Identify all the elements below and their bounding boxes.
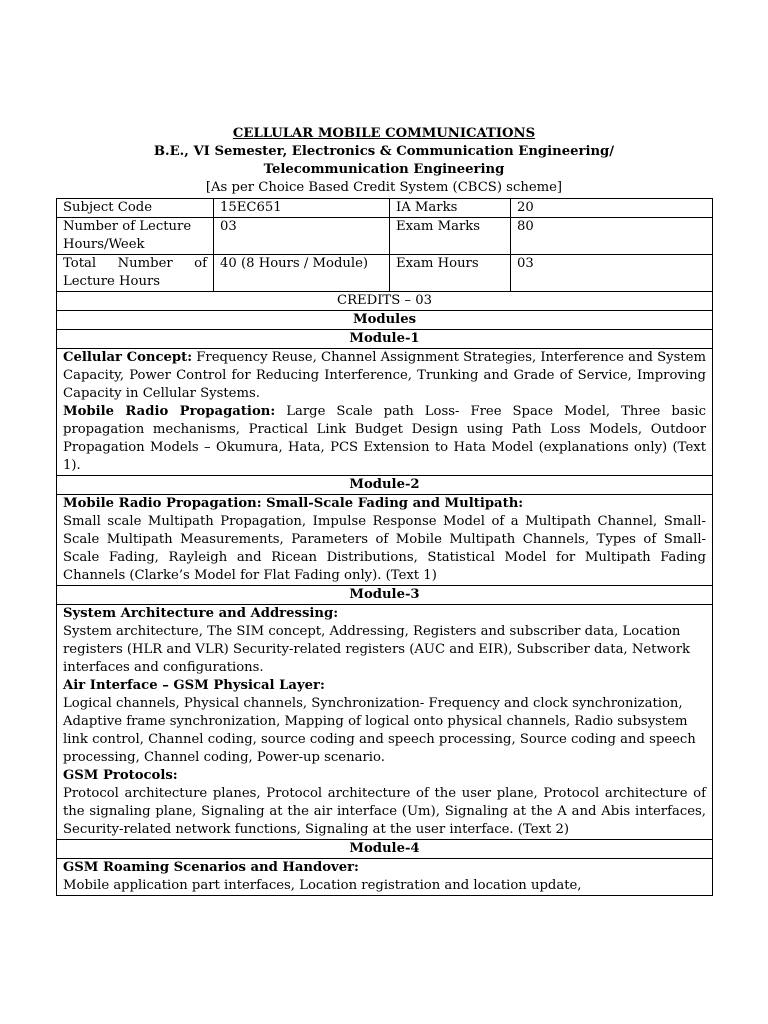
system-architecture-text: System architecture, The SIM concept, Addressing, Registers and subscriber data, Location registers (HLR and VLR) Security-related registers (AUC and EIR), Subscriber data, Network interfaces and configurations. <box>63 624 690 675</box>
module-2-content-row <box>57 495 713 586</box>
syllabus-table <box>56 198 713 896</box>
module-3-content <box>57 605 713 840</box>
program-line-2: Telecommunication Engineering <box>263 162 505 177</box>
module-3-content-row <box>57 605 713 840</box>
module-1-heading: Module-1 <box>57 330 713 349</box>
modules-heading-row <box>57 311 713 330</box>
credits: CREDITS – 03 <box>57 292 713 311</box>
lecture-hours-week-label: Number of Lecture Hours/Week <box>57 218 214 255</box>
program-line-1: B.E., VI Semester, Electronics & Communication Engineering/ <box>153 144 615 159</box>
gsm-roaming-text: Mobile application part interfaces, Location registration and location update, <box>63 878 582 893</box>
total-lecture-hours-value: 40 (8 Hours / Module) <box>214 255 390 292</box>
document-header <box>56 125 712 197</box>
gsm-protocols-title: GSM Protocols: <box>63 768 178 783</box>
small-scale-fading-text: Small scale Multipath Propagation, Impulse Response Model of a Multipath Channel, Small-Scale Multipath Measurements, Parameters of Mobile Multipath Channels, Types of Small-Scale Fading, Rayleigh and Ricean Distributions, Statistical Model for Multipath Fading Channels (Clarke’s Model for Flat Fading only). (Text 1) <box>63 514 706 583</box>
ia-marks-value: 20 <box>511 199 713 218</box>
radio-propagation-text: Large Scale path Loss- Free Space Model, Three basic propagation mechanisms, Practical Link Budget Design using Path Loss Models, Outdoor Propagation Models – Okumura, Hata, PCS Extension to Hata Model (explanations only) (Text 1). <box>63 404 706 473</box>
credits-row <box>57 292 713 311</box>
radio-propagation-title: Mobile Radio Propagation: <box>63 404 276 419</box>
module-4-content-row <box>57 859 713 896</box>
exam-hours-value: 03 <box>511 255 713 292</box>
system-architecture-title: System Architecture and Addressing: <box>63 606 339 621</box>
subject-code-label: Subject Code <box>57 199 214 218</box>
module-1-content-row <box>57 349 713 476</box>
module-2-heading-row <box>57 476 713 495</box>
gsm-protocols-text: Protocol architecture planes, Protocol architecture of the user plane, Protocol architecture of the signaling plane, Signaling at the air interface (Um), Signaling at the A and Abis interfaces, Security-related network functions, Signaling at the user interface. (Text 2) <box>63 786 706 837</box>
course-title: CELLULAR MOBILE COMMUNICATIONS <box>232 126 536 141</box>
exam-hours-label: Exam Hours <box>390 255 511 292</box>
small-scale-fading-title: Mobile Radio Propagation: Small-Scale Fading and Multipath: <box>63 496 524 511</box>
module-4-content <box>57 859 713 896</box>
ia-marks-label: IA Marks <box>390 199 511 218</box>
lecture-hours-week-value: 03 <box>214 218 390 255</box>
total-lecture-hours-label: Total Number of Lecture Hours <box>57 255 214 292</box>
air-interface-title: Air Interface – GSM Physical Layer: <box>63 678 325 693</box>
module-1-heading-row <box>57 330 713 349</box>
module-3-heading: Module-3 <box>57 586 713 605</box>
module-2-content <box>57 495 713 586</box>
info-row-lecture-hours <box>57 218 713 255</box>
air-interface-text: Logical channels, Physical channels, Synchronization- Frequency and clock synchronization, Adaptive frame synchronization, Mapping of logical onto physical channels, Radio subsystem link control, Channel coding, source coding and speech processing, Source coding and speech processing, Channel coding, Power-up scenario. <box>63 696 696 765</box>
subject-code-value: 15EC651 <box>214 199 390 218</box>
module-2-heading: Module-2 <box>57 476 713 495</box>
info-row-subject-code <box>57 199 713 218</box>
cellular-concept-text: Frequency Reuse, Channel Assignment Strategies, Interference and System Capacity, Power Control for Reducing Interference, Trunking and Grade of Service, Improving Capacity in Cellular Systems. <box>63 350 706 401</box>
exam-marks-label: Exam Marks <box>390 218 511 255</box>
cellular-concept-title: Cellular Concept: <box>63 350 193 365</box>
module-4-heading-row <box>57 840 713 859</box>
modules-heading: Modules <box>57 311 713 330</box>
module-1-content <box>57 349 713 476</box>
scheme-note: [As per Choice Based Credit System (CBCS) scheme] <box>205 180 563 195</box>
exam-marks-value: 80 <box>511 218 713 255</box>
module-3-heading-row <box>57 586 713 605</box>
module-4-heading: Module-4 <box>57 840 713 859</box>
info-row-total-hours <box>57 255 713 292</box>
gsm-roaming-title: GSM Roaming Scenarios and Handover: <box>63 860 359 875</box>
